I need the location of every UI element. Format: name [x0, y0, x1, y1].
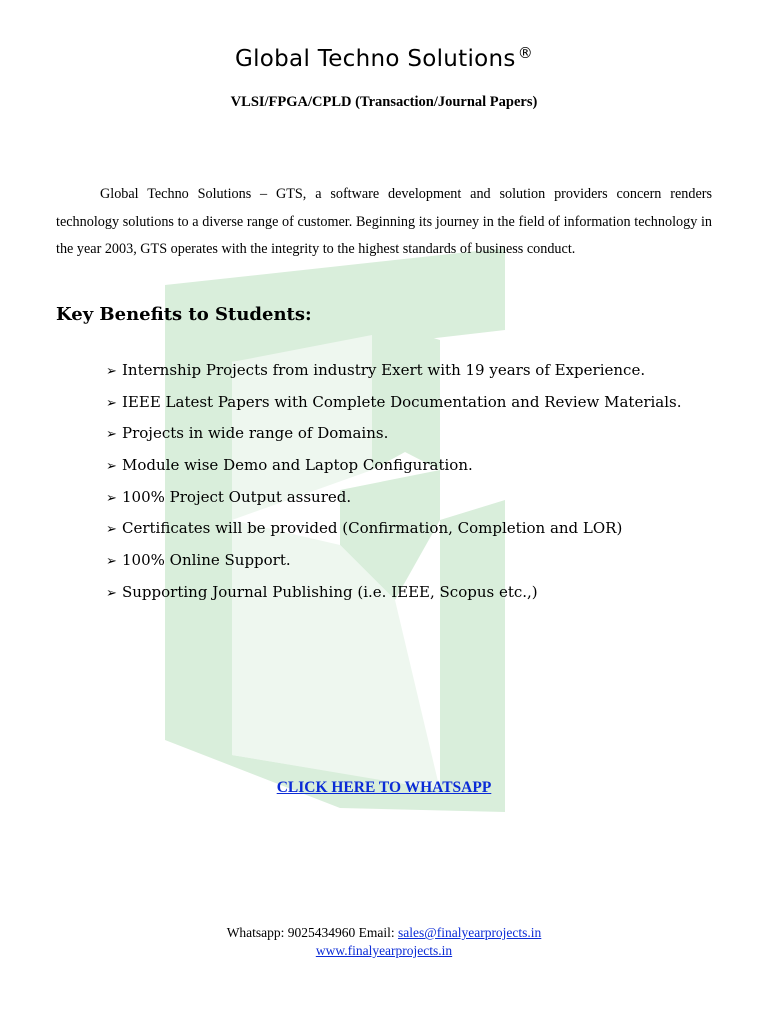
- list-item: [106, 453, 726, 485]
- arrow-bullet-icon: ➢: [106, 395, 117, 411]
- list-item-text: Module wise Demo and Laptop Configuration.: [122, 456, 473, 475]
- list-item-text: IEEE Latest Papers with Complete Documentation and Review Materials.: [122, 392, 682, 411]
- email-link[interactable]: sales@finalyearprojects.in: [398, 925, 542, 940]
- footer-website-line: [0, 942, 768, 960]
- whatsapp-number: Whatsapp: 9025434960 Email:: [226, 925, 395, 940]
- list-item-text: 100% Project Output assured.: [122, 487, 352, 506]
- list-item-text: Internship Projects from industry Exert with 19 years of Experience.: [122, 361, 646, 379]
- brand-name: Global Techno Solutions: [234, 46, 516, 72]
- arrow-bullet-icon: ➢: [106, 427, 117, 443]
- whatsapp-link[interactable]: CLICK HERE TO WHATSAPP: [276, 779, 492, 796]
- benefits-list: [106, 358, 726, 612]
- brand-title: [0, 46, 768, 72]
- whatsapp-cta: [0, 779, 768, 797]
- footer-contact-line: [0, 924, 768, 942]
- arrow-bullet-icon: ➢: [106, 459, 117, 475]
- footer-contact: [0, 924, 768, 960]
- list-item-text: 100% Online Support.: [122, 551, 291, 570]
- list-item: [106, 390, 726, 422]
- list-item: [106, 421, 726, 453]
- list-item: [106, 358, 726, 390]
- website-link[interactable]: www.finalyearprojects.in: [315, 943, 453, 958]
- registered-mark: ®: [517, 44, 534, 62]
- arrow-bullet-icon: ➢: [106, 522, 117, 538]
- list-item-text: Projects in wide range of Domains.: [122, 424, 389, 443]
- list-item: [106, 516, 726, 548]
- arrow-bullet-icon: ➢: [106, 490, 117, 506]
- arrow-bullet-icon: ➢: [106, 364, 117, 379]
- arrow-bullet-icon: ➢: [106, 585, 117, 601]
- intro-paragraph: Global Techno Solutions – GTS, a software development and solution providers concern renders technology solutions to a diverse range of customer. Beginning its journey in the field of information technology in the year 2003, GTS operates with the integrity to the highest standards of business conduct.: [56, 186, 712, 258]
- arrow-bullet-icon: ➢: [106, 554, 117, 570]
- list-item: [106, 485, 726, 517]
- list-item-text: Supporting Journal Publishing (i.e. IEEE, Scopus etc.,): [122, 582, 538, 601]
- list-item: [106, 548, 726, 580]
- list-item: [106, 580, 726, 612]
- list-item-text: Certificates will be provided (Confirmation, Completion and LOR): [122, 519, 623, 538]
- benefits-heading: Key Benefits to Students:: [56, 304, 312, 325]
- document-subtitle: VLSI/FPGA/CPLD (Transaction/Journal Papers): [230, 94, 538, 110]
